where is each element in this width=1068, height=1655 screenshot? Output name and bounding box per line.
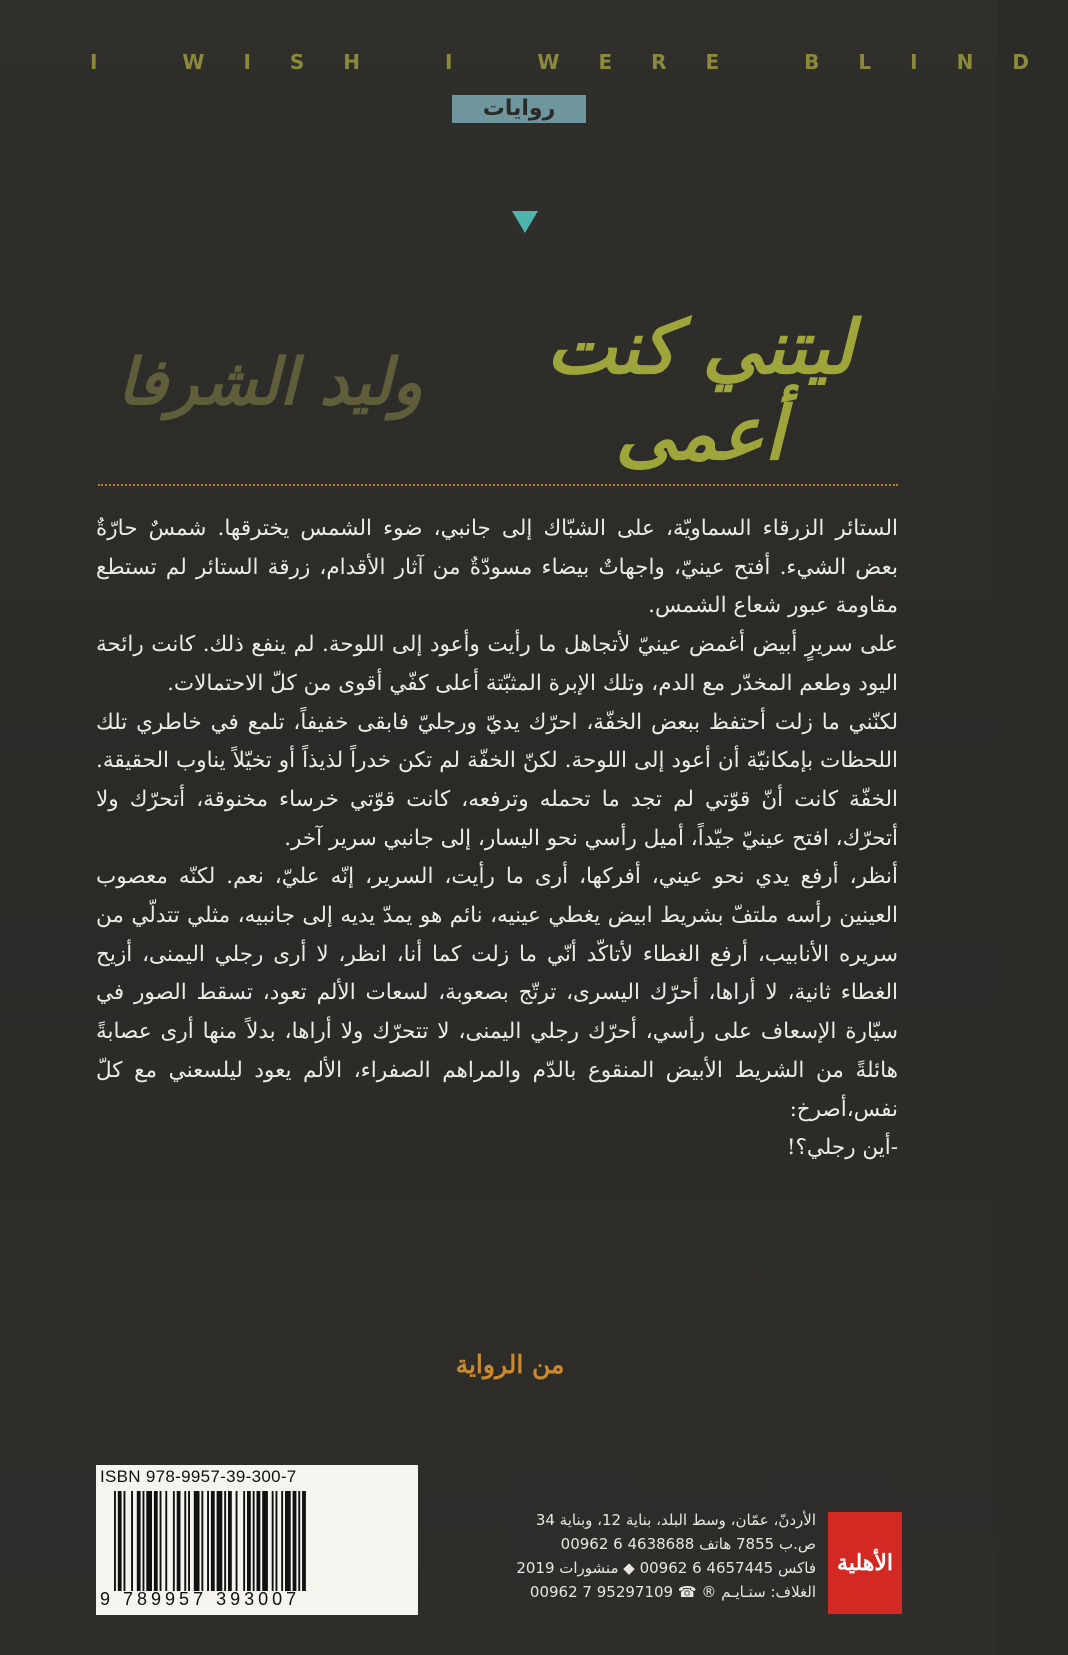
barcode-bar xyxy=(165,1491,167,1591)
barcode-bar xyxy=(293,1491,297,1591)
publisher-logo: الأهلية xyxy=(828,1512,902,1614)
barcode-bar xyxy=(272,1491,274,1591)
triangle-marker-icon xyxy=(512,211,538,233)
publisher-address xyxy=(466,1508,816,1604)
barcode-bar xyxy=(243,1491,245,1591)
publisher-line: ص.ب 7855 هاتف 4638688 6 00962 xyxy=(560,1535,816,1553)
barcode-bar xyxy=(118,1491,122,1591)
excerpt-paragraph: على سريرٍ أبيض أغمض عينيّ لأتجاهل ما رأيت وأعود إلى اللوحة. لم ينفع ذلك. كانت رائحة اليود وطعم المخدّر مع الدم، وتلك الإبرة المثبّتة أعلى كفّي أقوى من كلّ الاحتمالات. xyxy=(96,632,898,696)
dotted-divider xyxy=(98,484,898,486)
barcode-bar xyxy=(146,1491,152,1591)
publisher-line: فاكس 4657445 6 00962 ◆ منشورات 2019 xyxy=(516,1559,816,1577)
barcode-block xyxy=(96,1465,418,1615)
barcode-bar xyxy=(236,1491,238,1591)
excerpt-paragraph: -أين رجلي؟! xyxy=(786,1135,898,1161)
arabic-title: ليتني كنت أعمى xyxy=(546,305,854,477)
barcode-bar xyxy=(194,1491,200,1591)
barcode-bar xyxy=(257,1491,261,1591)
isbn-text: ISBN 978-9957-39-300-7 xyxy=(100,1467,297,1486)
barcode-bar xyxy=(160,1491,162,1591)
series-label: روايات xyxy=(452,95,586,123)
author-name: وليد الشرفا xyxy=(117,345,423,420)
barcode-bar xyxy=(201,1491,203,1591)
english-title: I WISH I WERE BLIND xyxy=(90,50,1068,74)
excerpt-paragraph: أنظر، أرفع يدي نحو عيني، أفركها، أرى ما رأيت، السرير، إنّه عليّ، نعم. لكنّه معصوب العينين رأسه ملتفّ بشريط ابيض يغطي عينيه، نائم هو يمدّ يديه إلى جانبيه، مثلي تتدلّي من سريره الأنابيب، أرفع الغطاء لأتاكّد أنّي ما زلت كما أنا، انظر، لا أرى رجلي اليمنى، أزيح الغطاء ثانية، لا أراها، أحرّك اليسرى، ترتّج بصعوبة، لسعات الألم تعود، تسقط الصور في سيّارة الإسعاف على رأسي، أحرّك رجلي اليمنى، لا تتحرّك ولا أراها، بدلاً منها أرى عصابةً هائلةً من الشريط الأبيض المنقوع بالدّم والمراهم الصفراء، الألم يعود ليلسعني مع كلّ نفس،أصرخ: xyxy=(96,864,898,1122)
barcode-bar xyxy=(281,1491,283,1591)
barcode-bar xyxy=(131,1491,133,1591)
barcode-bar xyxy=(184,1491,186,1591)
excerpt-text xyxy=(96,510,898,1168)
barcode-bar xyxy=(124,1491,126,1591)
barcode-bar xyxy=(217,1491,223,1591)
barcode-bar xyxy=(173,1491,175,1591)
barcode-bar xyxy=(285,1491,291,1591)
barcode-bar xyxy=(207,1491,209,1591)
barcode-bar xyxy=(247,1491,251,1591)
barcode-bar xyxy=(188,1491,190,1591)
publisher-line: الأردنّ، عمّان، وسط البلد، بناية 12، وبناية 34 xyxy=(535,1511,816,1529)
barcode-number: 9 789957 393007 xyxy=(100,1589,301,1609)
barcode-bar xyxy=(224,1491,226,1591)
barcode-bar xyxy=(177,1491,181,1591)
excerpt-paragraph: الستائر الزرقاء السماويّة، على الشبّاك إلى جانبي، ضوء الشمس يخترقها. شمسٌ حارّةٌ بعض الشيء. أفتح عينيّ، واجهاتٌ بيضاء مسودّةٌ من آثار الأقدام، زرقة الستائر لم تستطع مقاومة عبور شعاع الشمس. xyxy=(96,516,898,619)
source-label: من الرواية xyxy=(455,1350,565,1379)
barcode-bar xyxy=(276,1491,278,1591)
publisher-line: الغلاف: ستـايـم ® ☎ 95297109 7 00962 xyxy=(529,1583,816,1601)
barcode-bar xyxy=(143,1491,145,1591)
barcode-bar xyxy=(262,1491,268,1591)
barcode-bar xyxy=(228,1491,232,1591)
barcode-bar xyxy=(137,1491,141,1591)
barcode-bar xyxy=(302,1491,306,1591)
barcode-bar xyxy=(253,1491,255,1591)
barcode-bar xyxy=(298,1491,300,1591)
barcode-bar xyxy=(154,1491,158,1591)
barcode-bar xyxy=(211,1491,215,1591)
excerpt-paragraph: لكنّني ما زلت أحتفظ ببعض الخفّة، احرّك يديّ ورجليّ فابقى خفيفاً، تلمع في خاطري تلك اللحظات بإمكانيّة أن أعود إلى اللوحة. لكنّ الخفّة لم تكن خدراً لذيذاً أو تخيّلاً يناوب الحقيقة. الخفّة كانت أنّ قوّتي لم تجد ما تحمله وترفعه، كانت قوّتي خرساء مخنوقة، أتحرّك ولا أتحرّك، افتح عينيّ جيّداً، أميل رأسي نحو اليسار، إلى جانبي سرير آخر. xyxy=(96,709,898,851)
barcode-bars xyxy=(114,1491,408,1591)
barcode-bar xyxy=(114,1491,116,1591)
